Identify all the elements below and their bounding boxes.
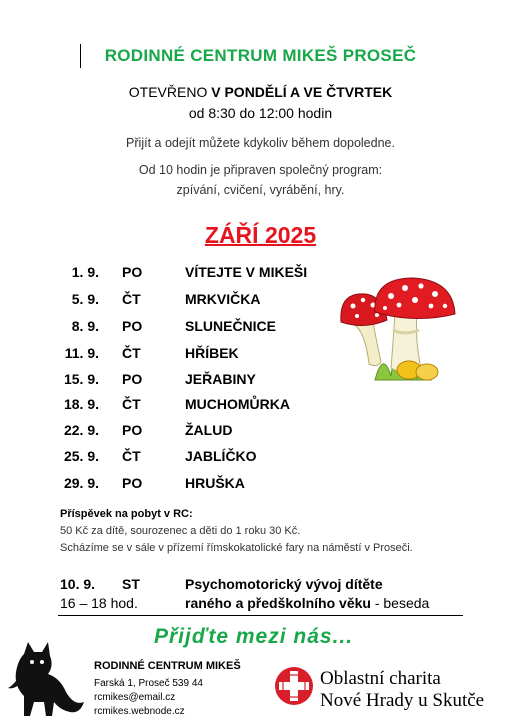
opening-hours: od 8:30 do 12:00 hodin bbox=[188, 105, 333, 121]
org-web: rcmikes.webnode.cz bbox=[94, 706, 185, 717]
schedule-day: ČT bbox=[122, 291, 141, 307]
page-title: RODINNÉ CENTRUM MIKEŠ PROSEČ bbox=[104, 46, 417, 65]
event-day: ST bbox=[122, 576, 140, 592]
schedule-name: HŘÍBEK bbox=[185, 345, 239, 361]
charity-cross-logo bbox=[274, 666, 314, 706]
schedule-day: PO bbox=[122, 264, 143, 280]
event-title-line-2-bold: raného a předškolního věku bbox=[185, 595, 371, 611]
schedule-name: SLUNEČNICE bbox=[185, 318, 277, 334]
schedule-day: ČT bbox=[122, 396, 141, 412]
schedule-day: PO bbox=[122, 318, 143, 334]
charity-name-line-1: Oblastní charita bbox=[320, 668, 441, 689]
schedule-date: 8. 9. bbox=[71, 318, 99, 334]
event-title-line-1: Psychomotorický vývoj dítěte bbox=[185, 576, 383, 592]
schedule-row bbox=[0, 422, 521, 442]
event-date: 10. 9. bbox=[60, 576, 96, 592]
divider-line bbox=[58, 615, 463, 616]
slogan: Přijďte mezi nás... bbox=[154, 625, 354, 648]
schedule-date: 22. 9. bbox=[63, 422, 99, 438]
charity-name-line-2: Nové Hrady u Skutče bbox=[320, 690, 485, 711]
info-line-3: zpívání, cvičení, vyrábění, hry. bbox=[176, 183, 345, 197]
schedule-row bbox=[0, 448, 521, 468]
info-line-2: Od 10 hodin je připraven společný program: bbox=[138, 163, 383, 177]
schedule-name: JEŘABINY bbox=[185, 371, 256, 387]
schedule-date: 5. 9. bbox=[71, 291, 99, 307]
opening-days-bold: V PONDĚLÍ A VE ČTVRTEK bbox=[211, 84, 393, 100]
event-title-line-2 bbox=[185, 595, 429, 611]
event-suffix: - beseda bbox=[370, 595, 430, 611]
schedule-name: VÍTEJTE V MIKEŠI bbox=[185, 264, 308, 280]
info-line-1: Přijít a odejít můžete kdykoliv během dopoledne. bbox=[126, 136, 395, 150]
black-cat-logo bbox=[4, 640, 88, 720]
schedule-name: JABLÍČKO bbox=[185, 448, 257, 464]
org-email: rcmikes@email.cz bbox=[94, 692, 176, 703]
org-name: RODINNÉ CENTRUM MIKEŠ bbox=[94, 660, 241, 672]
fee-title: Příspěvek na pobyt v RC: bbox=[60, 508, 193, 520]
opening-prefix: OTEVŘENO bbox=[128, 84, 212, 100]
fee-line-1: 50 Kč za dítě, sourozenec a děti do 1 roku 30 Kč. bbox=[60, 525, 301, 537]
org-address: Farská 1, Proseč 539 44 bbox=[94, 678, 203, 689]
schedule-name: ŽALUD bbox=[185, 422, 233, 438]
schedule-date: 15. 9. bbox=[63, 371, 99, 387]
schedule-date: 29. 9. bbox=[63, 475, 99, 491]
event-time: 16 – 18 hod. bbox=[60, 595, 138, 611]
mushroom-illustration bbox=[335, 272, 475, 387]
schedule-name: HRUŠKA bbox=[185, 475, 245, 491]
schedule-date: 25. 9. bbox=[63, 448, 99, 464]
month-title: ZÁŘÍ 2025 bbox=[204, 222, 317, 248]
schedule-name: MUCHOMŮRKA bbox=[185, 396, 290, 412]
schedule-day: PO bbox=[122, 475, 143, 491]
schedule-day: PO bbox=[122, 371, 143, 387]
schedule-day: PO bbox=[122, 422, 143, 438]
schedule-day: ČT bbox=[122, 345, 141, 361]
schedule-name: MRKVIČKA bbox=[185, 291, 261, 307]
schedule-row bbox=[0, 475, 521, 495]
fee-line-2: Scházíme se v sále v přízemí římskokatolické fary na náměstí v Proseči. bbox=[60, 542, 413, 554]
schedule-date: 11. 9. bbox=[64, 345, 99, 361]
schedule-row bbox=[0, 396, 521, 416]
schedule-day: ČT bbox=[122, 448, 141, 464]
opening-days bbox=[0, 84, 521, 100]
schedule-date: 1. 9. bbox=[71, 264, 99, 280]
schedule-date: 18. 9. bbox=[63, 396, 99, 412]
